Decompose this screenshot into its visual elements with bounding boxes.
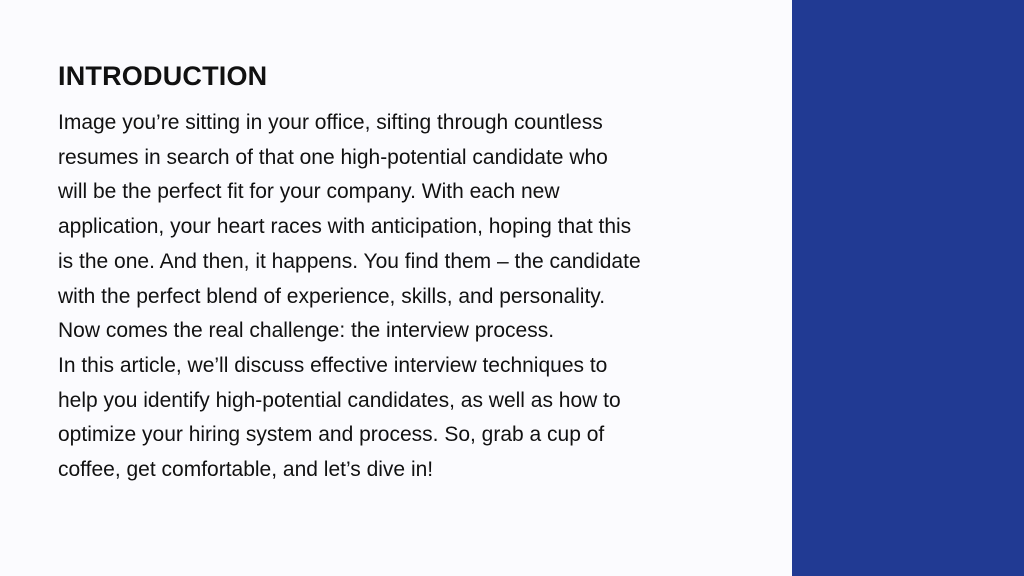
paragraph-line: Now comes the real challenge: the interview process. <box>58 319 555 343</box>
paragraph-line: help you identify high-potential candidates, as well as how to <box>58 388 621 412</box>
paragraph-line: In this article, we’ll discuss effective interview techniques to <box>58 353 608 377</box>
intro-paragraph <box>58 106 728 488</box>
paragraph-line: is the one. And then, it happens. You find them – the candidate <box>58 249 641 273</box>
slide-title: INTRODUCTION <box>58 61 268 91</box>
paragraph-line: Image you’re sitting in your office, sifting through countless <box>58 111 603 134</box>
paragraph-line: application, your heart races with anticipation, hoping that this <box>58 215 632 239</box>
paragraph-line: optimize your hiring system and process. So, grab a cup of <box>58 423 605 447</box>
paragraph-line: with the perfect blend of experience, skills, and personality. <box>58 284 606 308</box>
paragraph-line: will be the perfect fit for your company. With each new <box>58 180 560 204</box>
paragraph-line: coffee, get comfortable, and let’s dive in! <box>58 458 434 482</box>
paragraph-line: resumes in search of that one high-potential candidate who <box>58 145 608 169</box>
decorative-sidebar <box>792 0 1024 576</box>
